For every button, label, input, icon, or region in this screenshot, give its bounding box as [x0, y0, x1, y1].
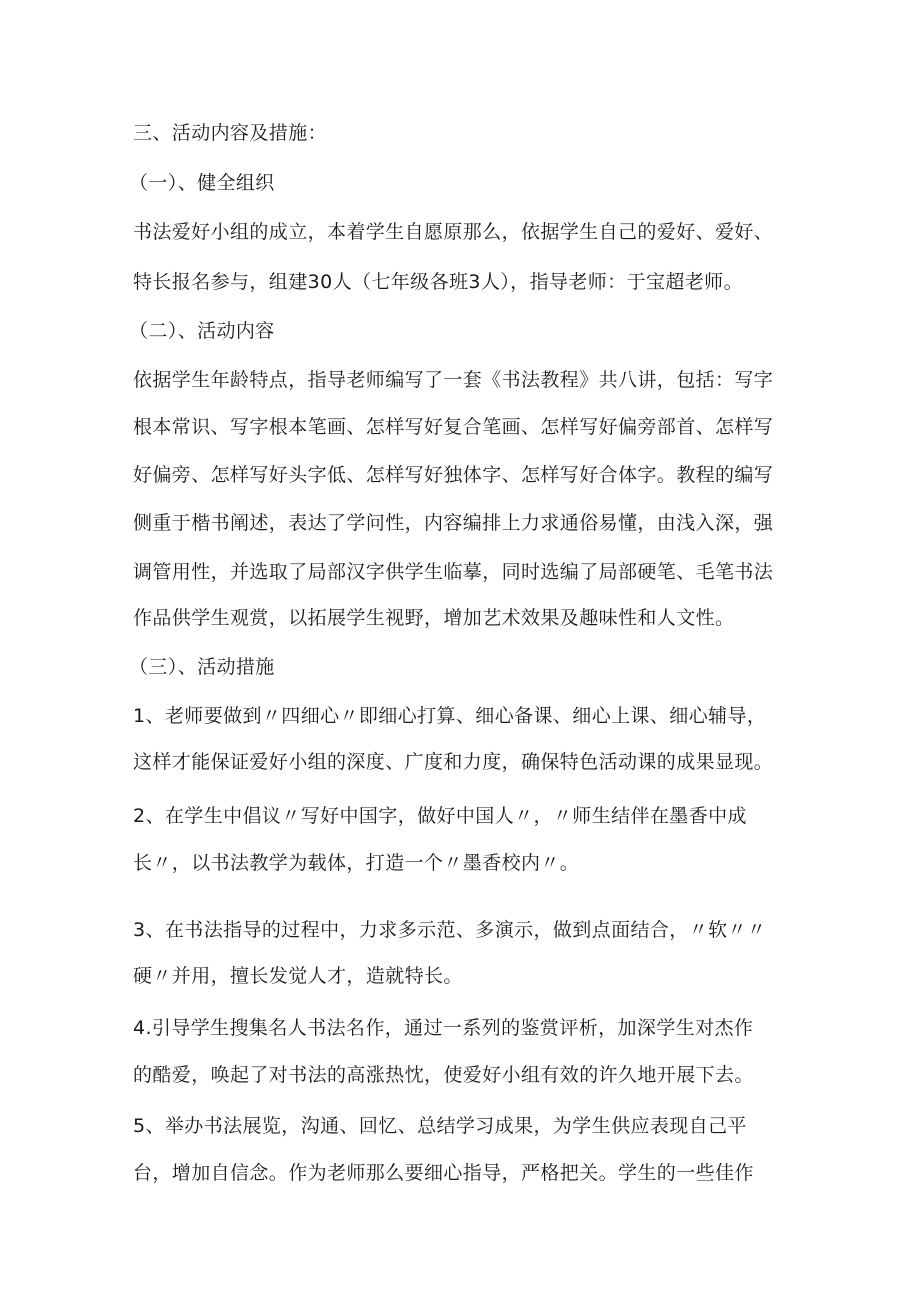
section-heading: 三、活动内容及措施：: [133, 122, 328, 144]
list-item-line: 2、在学生中倡议〃写好中国字，做好中国人〃，〃师生结伴在墨香中成: [133, 805, 747, 827]
list-item-line: 5、举办书法展览，沟通、回忆、总结学习成果，为学生供应表现自己平: [133, 1115, 747, 1137]
paragraph-line: 特长报名参与，组建30人（七年级各班3人），指导老师：于宝超老师。: [133, 271, 743, 293]
list-item-line: 4.引导学生搜集名人书法名作，通过一系列的鉴赏评析，加深学生对杰作: [133, 1017, 754, 1039]
list-item-line: 硬〃并用，擅长发觉人才，造就特长。: [133, 965, 463, 987]
list-item-line: 1、老师要做到〃四细心〃即细心打算、细心备课、细心上课、细心辅导，: [133, 705, 767, 727]
paragraph-line: 好偏旁、怎样写好头字低、怎样写好独体字、怎样写好合体字。教程的编写: [133, 464, 774, 486]
list-item-line: 这样才能保证爱好小组的深度、广度和力度，确保特色活动课的成果显现。: [133, 751, 774, 773]
paragraph-line: 作品供学生观赏，以拓展学生视野，增加艺术效果及趣味性和人文性。: [133, 607, 735, 629]
list-item-line: 3、在书法指导的过程中，力求多示范、多演示，做到点面结合，〃软〃〃: [133, 919, 767, 941]
paragraph-line: 调管用性，并选取了局部汉字供学生临摹，同时选编了局部硬笔、毛笔书法: [133, 561, 774, 583]
list-item-line: 长〃，以书法教学为载体，打造一个〃墨香校内〃。: [133, 852, 580, 874]
paragraph-line: 侧重于楷书阐述，表达了学问性，内容编排上力求通俗易懂，由浅入深，强: [133, 512, 774, 534]
list-item-line: 的酷爱，唤起了对书法的高涨热忱，使爱好小组有效的许久地开展下去。: [133, 1064, 754, 1086]
subsection-heading: （三）、活动措施: [129, 656, 275, 678]
subsection-heading: （一）、健全组织: [129, 172, 275, 194]
paragraph-line: 书法爱好小组的成立，本着学生自愿原那么，依据学生自己的爱好、爱好、: [133, 221, 774, 243]
list-item-line: 台，增加自信念。作为老师那么要细心指导，严格把关。学生的一些佳作: [133, 1162, 754, 1184]
subsection-heading: （二）、活动内容: [129, 320, 275, 342]
paragraph-line: 根本常识、写字根本笔画、怎样写好复合笔画、怎样写好偏旁部首、怎样写: [133, 416, 774, 438]
paragraph-line: 依据学生年龄特点，指导老师编写了一套《书法教程》共八讲，包括：写字: [133, 369, 774, 391]
